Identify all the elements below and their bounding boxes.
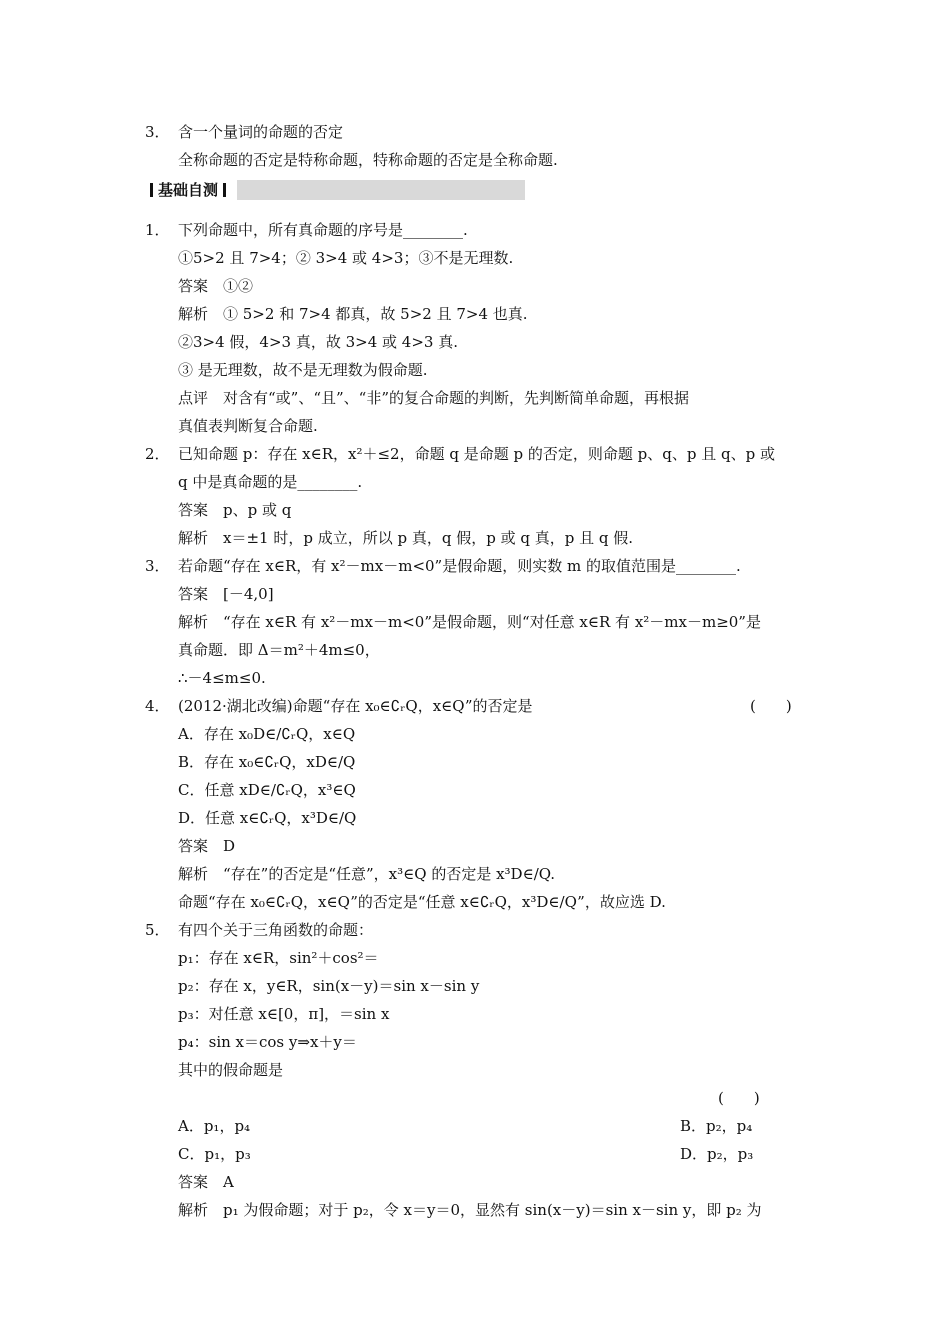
q3-analysis-line1: 解析 “存在 x∈R 有 x²－mx－m<0”是假命题，则“对任意 x∈R 有 x²－mx－m≥0”是 [178, 613, 761, 631]
q1-analysis-line3: ③ 是无理数，故不是无理数为假命题. [178, 361, 428, 379]
q4-answer-blank: ( ) [750, 697, 792, 715]
q1-number: 1． [145, 221, 170, 239]
q1-analysis-line2: ②3>4 假，4>3 真，故 3>4 或 4>3 真. [178, 333, 458, 351]
heading-bar-left [150, 183, 153, 197]
q2-number: 2． [145, 445, 170, 463]
q5-proposition-p1: p₁：存在 x∈R，sin²＋cos²＝ [178, 949, 379, 967]
q3-analysis-line3: ∴－4≤m≤0. [178, 669, 266, 687]
q4-analysis-line2: 命题“存在 x₀∈∁ᵣQ，x∈Q”的否定是“任意 x∈∁ᵣQ，x³D∈/Q”，故应选 D. [178, 893, 666, 911]
q5-proposition-p4: p₄：sin x＝cos y⇒x＋y＝ [178, 1033, 357, 1051]
q1-options: ①5>2 且 7>4；② 3>4 或 4>3；③不是无理数. [178, 249, 514, 267]
q3-number: 3． [145, 557, 170, 575]
q5-question: 其中的假命题是 [178, 1061, 284, 1079]
q2-stem-line2: q 中是真命题的是________. [178, 473, 363, 491]
q1-answer: 答案 ①② [178, 277, 254, 295]
q5-answer-blank: ( ) [718, 1089, 760, 1107]
q5-option-a: A．p₁，p₄ [178, 1117, 251, 1135]
q4-stem: (2012·湖北改编)命题“存在 x₀∈∁ᵣQ，x∈Q”的否定是 [178, 697, 533, 715]
q4-analysis-line1: 解析 “存在”的否定是“任意”，x³∈Q 的否定是 x³D∈/Q. [178, 865, 556, 883]
q1-comment-line2: 真值表判断复合命题. [178, 417, 318, 435]
q3-stem: 若命题“存在 x∈R，有 x²－mx－m<0”是假命题，则实数 m 的取值范围是________. [178, 557, 741, 575]
q5-option-c: C．p₁，p₃ [178, 1145, 251, 1163]
q2-stem-line1: 已知命题 p：存在 x∈R，x²＋≤2，命题 q 是命题 p 的否定，则命题 p、q、p 且 q、p 或 [178, 445, 775, 463]
q4-option-a: A．存在 x₀D∈/∁ᵣQ，x∈Q [178, 725, 356, 743]
q1-analysis: 解析 ① 5>2 和 7>4 都真，故 5>2 且 7>4 也真. [178, 305, 528, 323]
q5-answer: 答案 A [178, 1173, 234, 1191]
q3-answer: 答案 [－4,0] [178, 585, 274, 603]
q4-number: 4． [145, 697, 170, 715]
section-heading-text: 基础自测 [158, 181, 219, 199]
intro-number: 3． [145, 123, 170, 141]
q5-option-d: D．p₂，p₃ [680, 1145, 754, 1163]
q4-option-c: C．任意 xD∈/∁ᵣQ，x³∈Q [178, 781, 356, 799]
section-heading [145, 180, 237, 200]
q5-analysis: 解析 p₁ 为假命题；对于 p₂，令 x＝y＝0，显然有 sin(x－y)＝sin x－sin y，即 p₂ 为 [178, 1201, 762, 1219]
heading-bar-right [223, 183, 226, 197]
q3-analysis-line2: 真命题．即 Δ＝m²＋4m≤0， [178, 641, 380, 659]
q5-proposition-p2: p₂：存在 x，y∈R，sin(x－y)＝sin x－sin y [178, 977, 480, 995]
q5-stem: 有四个关于三角函数的命题： [178, 921, 374, 939]
q4-option-b: B．存在 x₀∈∁ᵣQ，xD∈/Q [178, 753, 356, 771]
q1-stem: 下列命题中，所有真命题的序号是________. [178, 221, 468, 239]
q2-answer: 答案 p、p 或 q [178, 501, 292, 519]
q1-comment-line1: 点评 对含有“或”、“且”、“非”的复合命题的判断，先判断简单命题，再根据 [178, 389, 690, 407]
intro-body: 全称命题的否定是特称命题，特称命题的否定是全称命题. [178, 151, 558, 169]
q5-option-b: B．p₂，p₄ [680, 1117, 753, 1135]
q4-answer: 答案 D [178, 837, 236, 855]
q5-proposition-p3: p₃：对任意 x∈[0，π]，＝sin x [178, 1005, 390, 1023]
intro-title: 含一个量词的命题的否定 [178, 123, 344, 141]
q2-analysis: 解析 x＝±1 时，p 成立，所以 p 真，q 假，p 或 q 真，p 且 q 假. [178, 529, 634, 547]
q4-option-d: D．任意 x∈∁ᵣQ，x³D∈/Q [178, 809, 357, 827]
q5-number: 5． [145, 921, 170, 939]
